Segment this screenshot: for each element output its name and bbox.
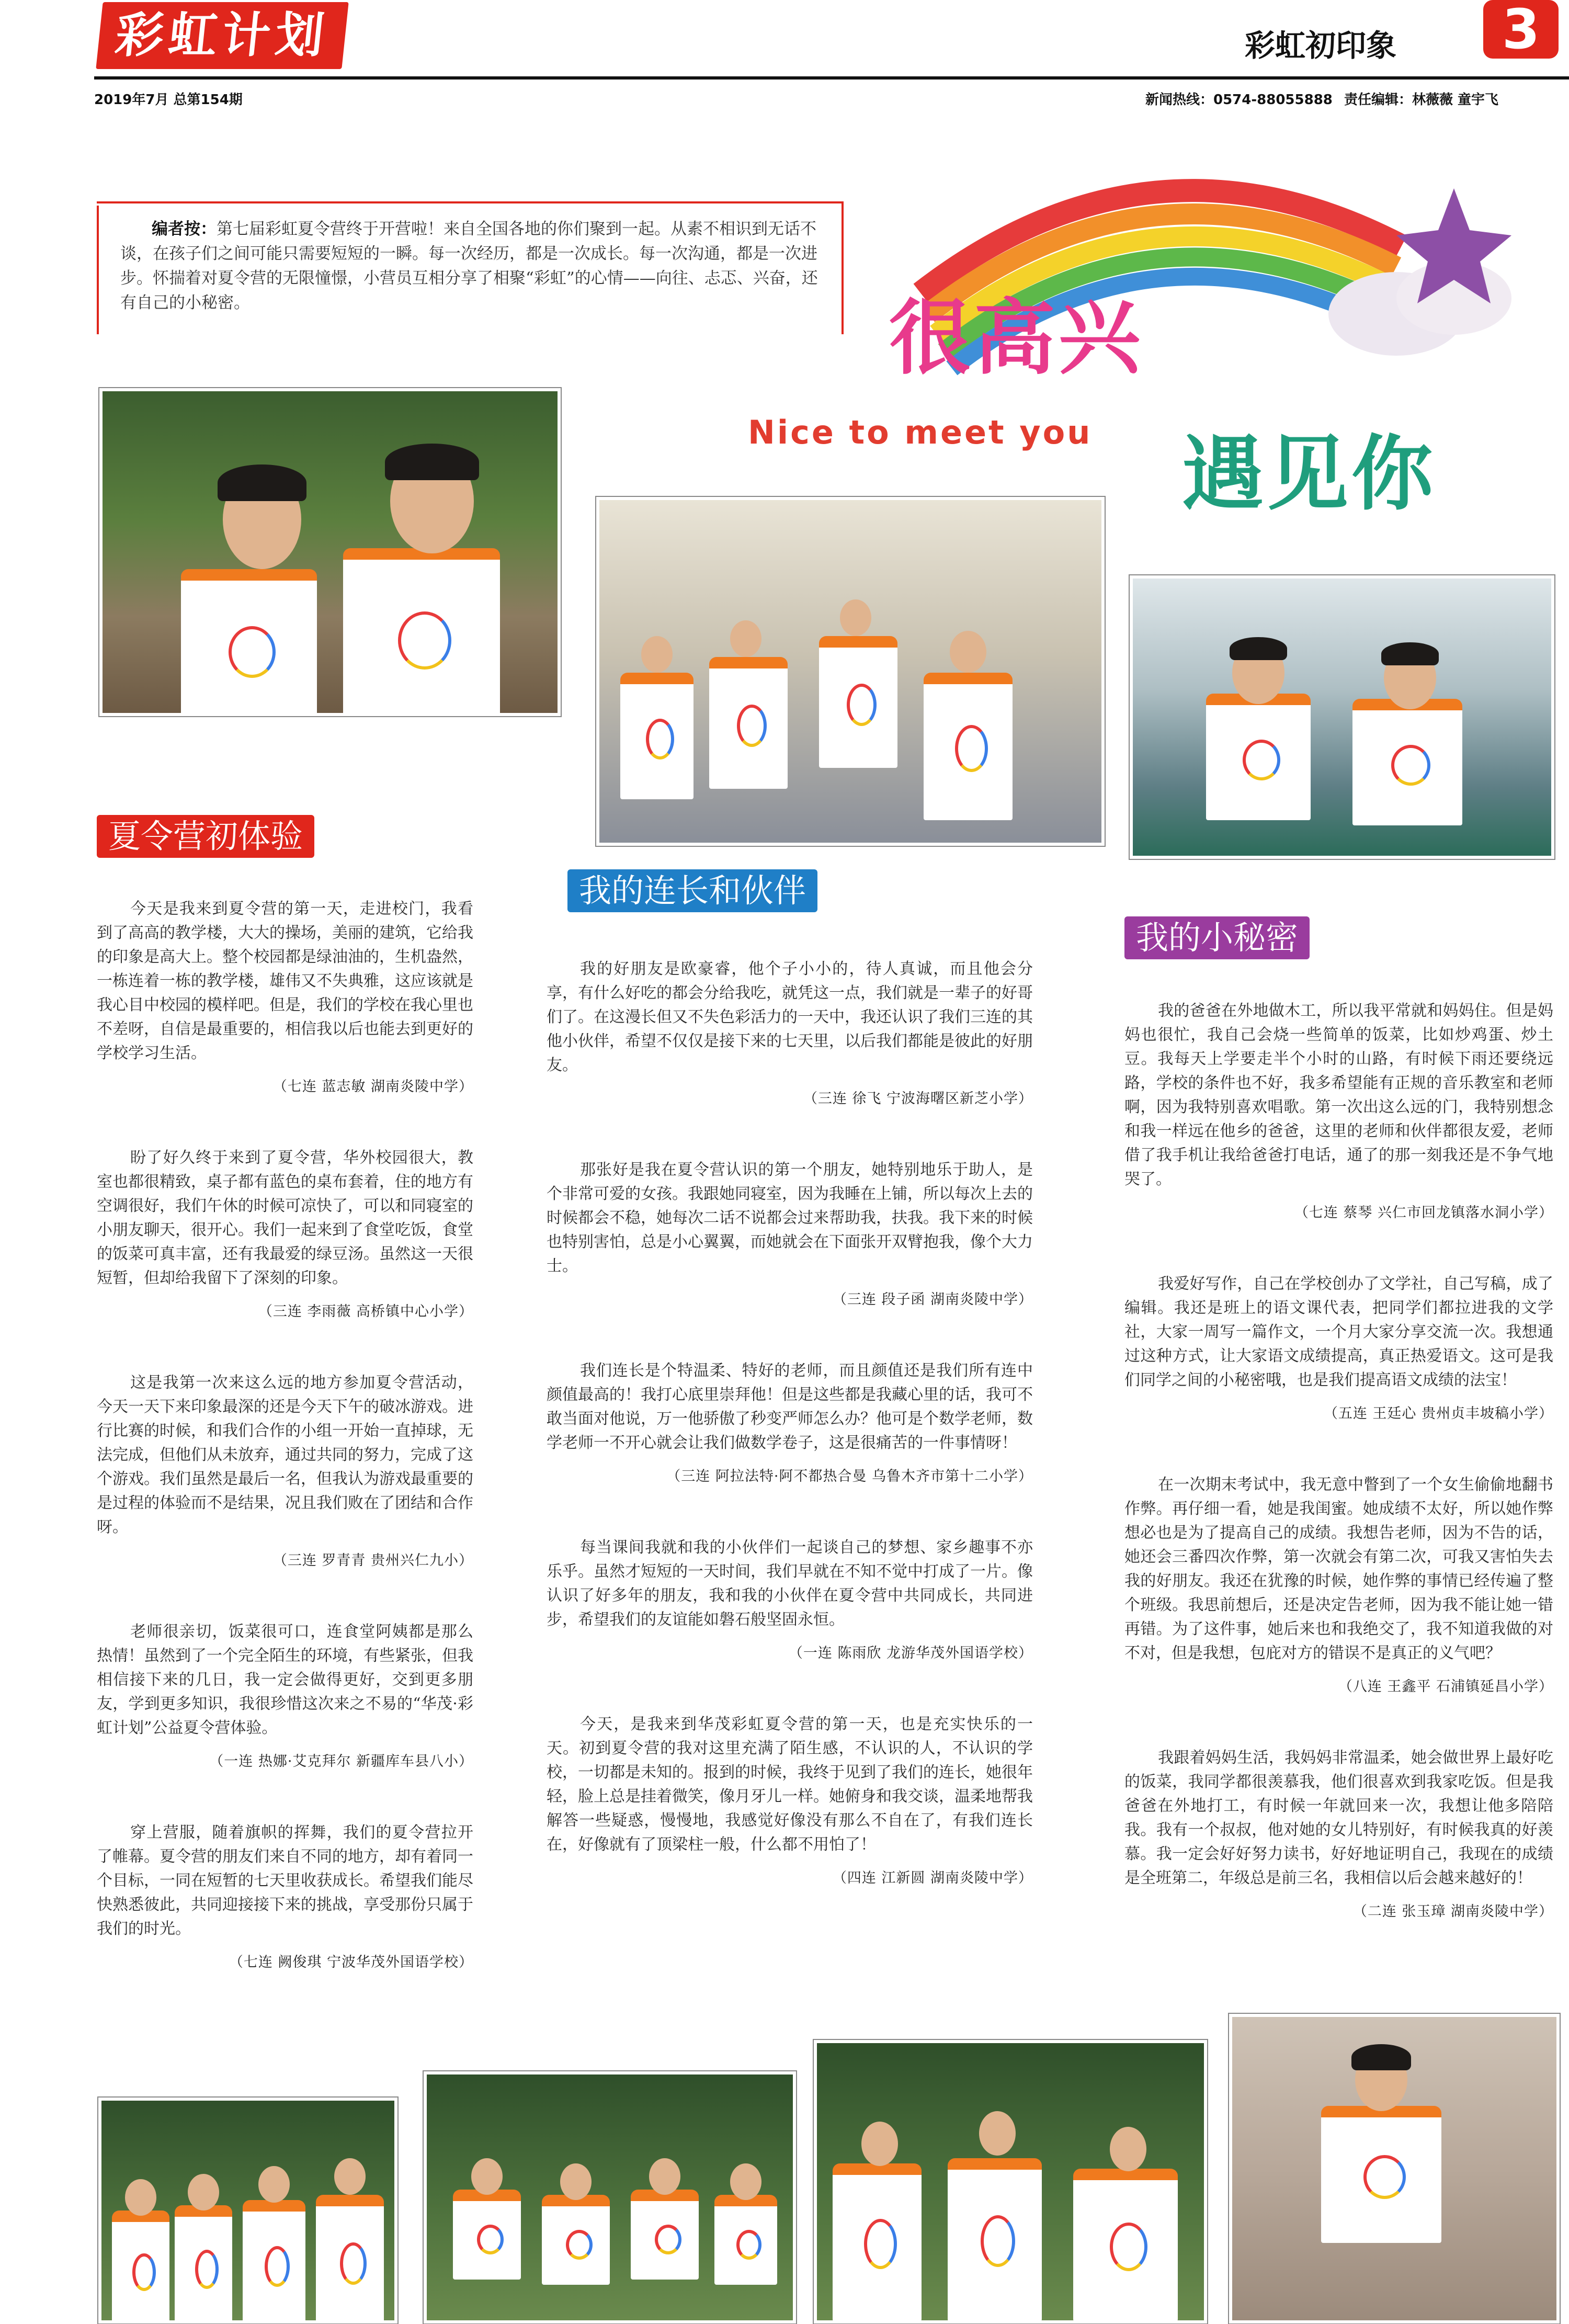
masthead-logo: 彩虹计划 (96, 2, 348, 69)
page-number: 3 (1483, 0, 1559, 59)
header-rule (94, 76, 1569, 80)
article-byline: （七连 蓝志敏 湖南炎陵中学） (272, 1079, 473, 1095)
article-byline: （七连 阙俊琪 宁波华茂外国语学校） (229, 1954, 473, 1970)
heading-summer-camp-experience: 夏令营初体验 (97, 815, 314, 858)
article-byline: （三连 阿拉法特·阿不都热合曼 乌鲁木齐市第十二小学） (666, 1468, 1033, 1484)
title-main: 很高兴 (889, 290, 1143, 386)
news-hotline: 新闻热线：0574-88055888 (1145, 92, 1333, 108)
title-second: 遇见你 (1182, 426, 1436, 522)
photo-two-boys (99, 388, 561, 716)
article-text: 我的爸爸在外地做木工，所以我平常就和妈妈住。但是妈妈也很忙，我自己会烧一些简单的饭菜，比如炒鸡蛋、炒土豆。我每天上学要走半个小时的山路，有时候下雨还要绕远路，学校的条件也不好，我多希望能有正规的音乐教室和老师啊，因为我特别喜欢唱歌。第一次出这么远的门，我特别想念和我一样远在他乡的爸爸，这里的老师和伙伴都很友爱，老师借了我手机让我给爸爸打电话，通了的那一刻我还是不争气地哭了。 (1124, 1002, 1553, 1188)
column-secret (1124, 999, 1553, 1924)
article-text: 我爱好写作，自己在学校创办了文学社，自己写稿，成了编辑。我还是班上的语文课代表，把同学们都拉进我的文学社，大家一周写一篇作文，一个月大家分享交流一次。我想通过这种方式，让大家语文成绩提高，真正热爱语文。这可是我们同学之间的小秘密哦，也是我们提高语文成绩的法宝！ (1124, 1275, 1553, 1389)
article-text: 今天，是我来到华茂彩虹夏令营的第一天，也是充实快乐的一天。初到夏令营的我对这里充满了陌生感，不认识的人，不认识的学校，一切都是未知的。报到的时候，我终于见到了我们的连长，她很年轻，脸上总是挂着微笑，像月牙儿一样。她俯身和我交谈，温柔地帮我解答一些疑惑，慢慢地，我感觉好像没有那么不自在了，有我们连长在，好像就有了顶梁柱一般，什么都不用怕了！ (547, 1715, 1033, 1854)
photo-icebreaker-game (596, 497, 1105, 846)
section-title: 彩虹初印象 (1245, 28, 1397, 63)
title-english: Nice to meet you (748, 413, 1093, 451)
article-byline: （八连 王鑫平 石浦镇延昌小学） (1338, 1679, 1553, 1695)
heading-my-little-secret: 我的小秘密 (1124, 916, 1310, 959)
column-leader-friends (547, 957, 1033, 1890)
article-byline: （三连 罗青青 贵州兴仁九小） (272, 1552, 473, 1569)
photo-girls-in-line (98, 2098, 397, 2323)
article-byline: （三连 段子函 湖南炎陵中学） (832, 1291, 1033, 1308)
article-byline: （三连 李雨薇 高桥镇中心小学） (258, 1303, 473, 1320)
article-byline: （五连 王廷心 贵州贞丰坡稿小学） (1323, 1405, 1553, 1422)
article-byline: （二连 张玉璋 湖南炎陵中学） (1352, 1903, 1553, 1920)
article-byline: （七连 蔡琴 兴仁市回龙镇落水洞小学） (1294, 1205, 1553, 1221)
photo-girls-laughing (814, 2040, 1207, 2323)
editor-note (120, 217, 832, 315)
column-experience (97, 897, 473, 1975)
heading-leader-and-friends: 我的连长和伙伴 (567, 869, 817, 912)
article-byline: （一连 陈雨欣 龙游华茂外国语学校） (788, 1645, 1033, 1661)
article-text: 我们连长是个特温柔、特好的老师，而且颜值还是我们所有连中颜值最高的！我打心底里崇拜他！但是这些都是我藏心里的话，我可不敢当面对他说，万一他骄傲了秒变严师怎么办？他可是个数学老师，数学老师一不开心就会让我们做数学卷子，这是很痛苦的一件事情呀！ (547, 1362, 1033, 1452)
article-byline: （四连 江新圆 湖南炎陵中学） (832, 1870, 1033, 1886)
article-text: 今天是我来到夏令营的第一天，走进校门，我看到了高高的教学楼，大大的操场，美丽的建筑，它给我的印象是高大上。整个校园都是绿油油的，生机盎然，一栋连着一栋的教学楼，雄伟又不失典雅，这应该就是我心目中校园的模样吧。但是，我们的学校在我心里也不差呀，自信是最重要的，相信我以后也能去到更好的学校学习生活。 (97, 900, 473, 1062)
article-byline: （一连 热娜·艾克拜尔 新疆库车县八小） (209, 1753, 473, 1770)
editor-note-text: 第七届彩虹夏令营终于开营啦！来自全国各地的你们聚到一起。从素不相识到无话不谈，在孩子们之间可能只需要短短的一瞬。每一次经历，都是一次成长。每一次沟通，都是一次进步。怀揣着对夏令营的无限憧憬，小营员互相分享了相聚“彩虹”的心情——向往、忐忑、兴奋，还有自己的小秘密。 (120, 220, 818, 312)
article-byline: （三连 徐飞 宁波海曙区新芝小学） (803, 1091, 1033, 1107)
article-text: 老师很亲切，饭菜很可口，连食堂阿姨都是那么热情！虽然到了一个完全陌生的环境，有些紧张，但我相信接下来的几日，我一定会做得更好，交到更多朋友，学到更多知识，我很珍惜这次来之不易的“华茂·彩虹计划”公益夏令营体验。 (97, 1623, 473, 1737)
article-text: 那张好是我在夏令营认识的第一个朋友，她特别地乐于助人，是个非常可爱的女孩。我跟她同寝室，因为我睡在上铺，所以每次上去的时候都会不稳，她每次二话不说都会过来帮助我，扶我。我下来的时候也特别害怕，总是小心翼翼，而她就会在下面张开双臂抱我，像个大力士。 (547, 1161, 1033, 1275)
article-text: 我的好朋友是欧豪睿，他个子小小的，待人真诚，而且他会分享，有什么好吃的都会分给我吃，就凭这一点，我们就是一辈子的好哥们了。在这漫长但又不失色彩活力的一天中，我还认识了我们三连的其他小伙伴，希望不仅仅是接下来的七天里，以后我们都能是彼此的好朋友。 (547, 960, 1033, 1074)
photo-girl-in-gym (1229, 2014, 1560, 2323)
article-text: 穿上营服，随着旗帜的挥舞，我们的夏令营拉开了帷幕。夏令营的朋友们来自不同的地方，却有着同一个目标，一同在短暂的七天里收获成长。希望我们能尽快熟悉彼此，共同迎接接下来的挑战，享受那份只属于我们的时光。 (97, 1823, 473, 1938)
editor-note-label: 编者按： (152, 220, 217, 239)
article-text: 盼了好久终于来到了夏令营，华外校园很大，教室也都很精致，桌子都有蓝色的桌布套着，住的地方有空调很好，我们午休的时候可凉快了，可以和同寝室的小朋友聊天，很开心。我们一起来到了食堂吃饭，食堂的饭菜可真丰富，还有我最爱的绿豆汤。虽然这一天很短暂，但却给我留下了深刻的印象。 (97, 1149, 473, 1287)
photo-campers-on-field (424, 2071, 796, 2323)
article-text: 在一次期末考试中，我无意中瞥到了一个女生偷偷地翻书作弊。再仔细一看，她是我闺蜜。她成绩不太好，所以她作弊想必也是为了提高自己的成绩。我想告老师，因为不告的话，她还会三番四次作弊，第一次就会有第二次，可我又害怕失去我的好朋友。我还在犹豫的时候，她作弊的事情已经传遍了整个班级。我思前想后，还是决定告老师，因为我不能让她一错再错。为了这件事，她后来也和我绝交了，我不知道我做的对不对，但是我想，包庇对方的错误不是真正的义气吧？ (1124, 1476, 1553, 1662)
article-text: 我跟着妈妈生活，我妈妈非常温柔，她会做世界上最好吃的饭菜，我同学都很羡慕我，他们很喜欢到我家吃饭。但是我爸爸在外地打工，有时候一年就回来一次，我想让他多陪陪我。我有一个叔叔，他对她的女儿特别好，有时候我真的好羡慕。我一定会好好努力读书，好好地证明自己，我现在的成绩是全班第二，年级总是前三名，我相信以后会越来越好的！ (1124, 1749, 1553, 1887)
article-text: 这是我第一次来这么远的地方参加夏令营活动，今天一天下来印象最深的还是今天下午的破冰游戏。进行比赛的时候，和我们合作的小组一开始一直掉球，无法完成，但他们从未放弃，通过共同的努力，完成了这个游戏。我们虽然是最后一名，但我认为游戏最重要的是过程的体验而不是结果，况且我们败在了团结和合作呀。 (97, 1374, 473, 1536)
photo-boys-at-desks (1130, 575, 1554, 859)
article-text: 每当课间我就和我的小伙伴们一起谈自己的梦想、家乡趣事不亦乐乎。虽然才短短的一天时间，我们早就在不知不觉中打成了一片。像认识了好多年的朋友，我和我的小伙伴在夏令营中共同成长，共同进步，希望我们的友谊能如磐石般坚固永恒。 (547, 1538, 1033, 1629)
responsible-editors: 责任编辑：林薇薇 童宇飞 (1344, 92, 1499, 108)
issue-info: 2019年7月 总第154期 (94, 92, 243, 108)
